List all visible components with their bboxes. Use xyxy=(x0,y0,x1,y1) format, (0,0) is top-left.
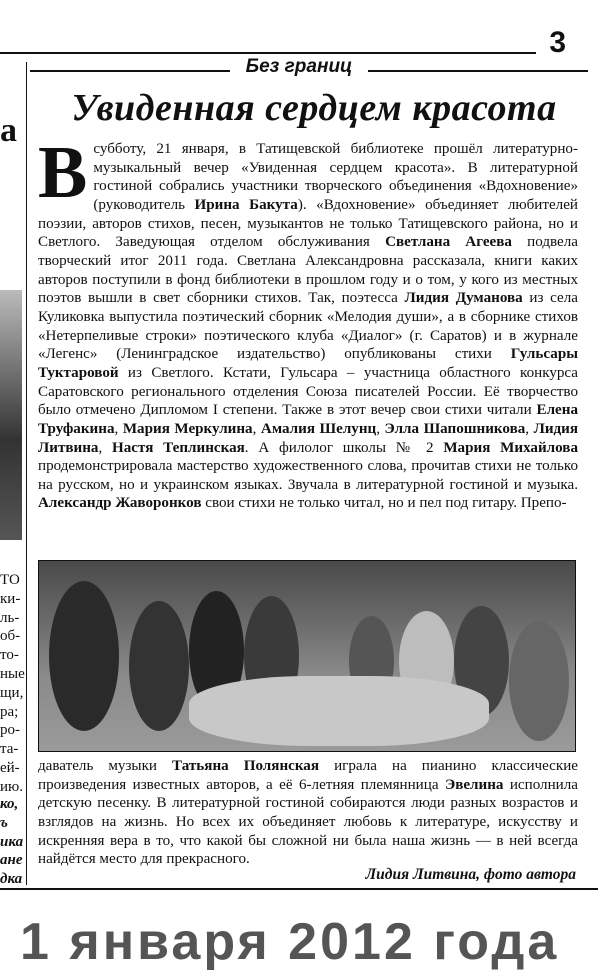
left-column-line: щи, xyxy=(0,684,24,701)
byline: Лидия Литвина, фото автора xyxy=(365,866,576,883)
paragraph-1-run: , xyxy=(525,420,534,437)
paragraph-1-run: , xyxy=(98,439,113,456)
person-name: Александр Жаворонков xyxy=(38,495,202,512)
left-column-line: об- xyxy=(0,628,21,645)
person-name: Лидия Думанова xyxy=(404,290,523,307)
person-name: Татьяна Полянская xyxy=(172,758,320,774)
bottom-rule xyxy=(0,888,598,890)
left-column-italic-line: ко, xyxy=(0,796,19,812)
paragraph-2-run: даватель музыки xyxy=(38,758,173,774)
article-title: Увиденная сердцем красота xyxy=(71,87,557,129)
person-name: Мария Меркулина xyxy=(122,420,253,437)
person-name: Элла Шапошникова xyxy=(384,420,526,437)
photo-table xyxy=(189,676,489,746)
left-column-lines xyxy=(0,571,26,797)
paragraph-1-run: субботу, 21 января, в Татищевской библиотеке прошёл литературно-музыкальный вечер «Увиденная сердцем красота». В литературной гостиной собрались участники творческого объединения «Вдохновение» (руководитель xyxy=(93,141,578,213)
paragraph-1-run: , xyxy=(376,420,385,437)
photo-figure xyxy=(49,581,119,731)
photo-figure xyxy=(509,621,569,741)
person-name: Гульсары Туктаровой xyxy=(38,346,578,381)
article-paragraph-2 xyxy=(38,757,578,869)
paragraph-1-run: ). «Вдохновение» объединяет любителей поэзии, авторов стихов, песен, музыкантов не только Татищевского района, но и Светлого. Заведующая отделом обслуживания xyxy=(38,196,578,251)
left-column-italic-line: ика xyxy=(0,833,24,850)
header-rule xyxy=(0,52,536,54)
left-column-line: ию. xyxy=(0,778,23,795)
left-column-line: та- xyxy=(0,741,19,758)
paragraph-1-run: подвела творческий итог 2011 года. Светлана Александровна рассказала, книги каких авторов поступили в фонд библиотеки в прошлом году и о том, у кого из местных поэтов вышли в свет сборники стихов. Так, поэтесса xyxy=(38,234,578,307)
left-column-line: ТО xyxy=(0,572,20,588)
left-column-line: ра; xyxy=(0,703,19,720)
paragraph-1-run: из Светлого. Кстати, Гульсара – участница областного конкурса Саратовского регионального отделения Союза писателей России. Её творчество было отмечено Дипломом I степени. Также в этот вечер свои стихи читали xyxy=(38,364,578,419)
left-photo-edge xyxy=(0,290,22,540)
paragraph-1-run: . А филолог школы № 2 xyxy=(244,439,444,456)
paragraph-1-run: продемонстрировала мастерство художественного слова, прочитав стихи не только на русском, но и украинском языках. Звучала в литературной гостиной и музыка. xyxy=(38,458,578,493)
left-column-line: ки- xyxy=(0,590,21,607)
person-name: Эвелина xyxy=(444,776,504,793)
left-column-line: ные xyxy=(0,665,25,682)
paragraph-1-text xyxy=(38,141,578,511)
person-name: Лидия Литвина xyxy=(38,420,578,456)
left-column-italic-lines xyxy=(0,795,26,889)
left-column-line: ро- xyxy=(0,722,20,739)
person-name: Мария Михайлова xyxy=(443,439,578,456)
paragraph-2-run: играла на пианино классические произведения известных авторов, а её 6-летняя племянница xyxy=(38,758,578,793)
left-column-fragment: а xyxy=(0,112,17,149)
left-column-italic-line: ане xyxy=(0,852,23,869)
article-paragraph-1 xyxy=(38,140,578,558)
section-heading: Без границ xyxy=(245,56,353,77)
left-column-italic-line: ъ xyxy=(0,814,8,831)
bottom-headline-fragment: 1 января 2012 года xyxy=(20,913,560,971)
person-name: Настя Теплинская xyxy=(112,439,245,456)
paragraph-1-run: , xyxy=(252,420,261,437)
left-column-line: ей- xyxy=(0,759,20,776)
page-number: 3 xyxy=(549,26,566,59)
person-name: Ирина Бакута xyxy=(194,196,298,213)
left-column-line: то- xyxy=(0,647,19,664)
person-name: Амалия Шелунц xyxy=(260,420,377,437)
paragraph-1-run: из села Куликовка выпустила поэтический сборник «Мелодия души», а в сборнике стихов «Нетерпеливые строки» поэтического клуба «Диалог» (г. Саратов) и в журнале «Легенс» (Ленинградское издательство) опубликованы стихи xyxy=(38,290,578,363)
dropcap: В xyxy=(38,140,88,214)
person-name: Елена Труфакина xyxy=(38,402,578,437)
left-column-italic-line: дка xyxy=(0,871,23,888)
paragraph-1-run: свои стихи не только читал, но и пел под гитару. Препо- xyxy=(201,495,567,512)
paragraph-1-run: , xyxy=(114,420,123,437)
paragraph-2-run: исполнила детскую песенку. В литературной гостиной собираются люди разных возрастов и взглядов на жизнь. Но всех их объединяет любовь к литературе, искусству и искренняя вера в то, что какой бы сложной ни была наша жизнь — в ней всегда найдётся место для прекрасного. xyxy=(38,776,578,868)
photo-figure xyxy=(129,601,189,731)
article-photo xyxy=(38,560,576,752)
column-rule xyxy=(26,62,27,885)
left-column-line: ль- xyxy=(0,609,20,626)
person-name: Светлана Агеева xyxy=(385,234,512,251)
